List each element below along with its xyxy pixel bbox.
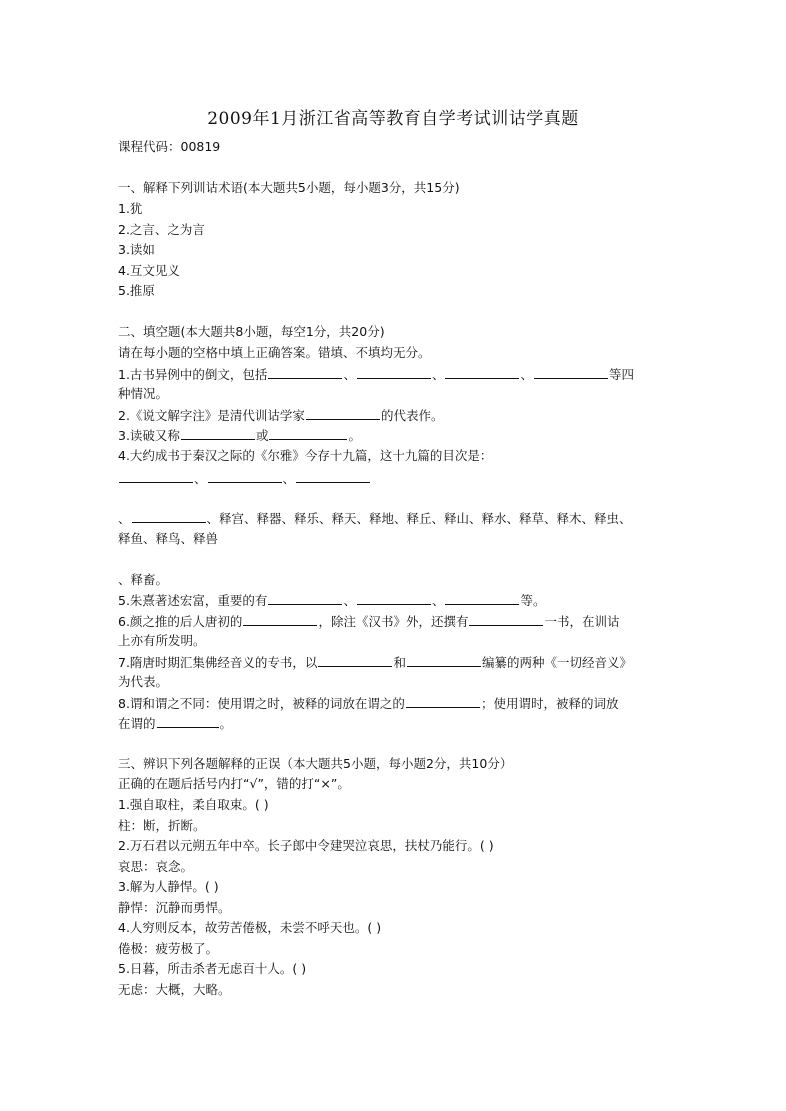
separator: 、: [194, 471, 207, 486]
fill-blank: [119, 470, 193, 483]
fill-blank: [318, 654, 392, 667]
fill-blank: [208, 470, 282, 483]
question-text: 7.隋唐时期汇集佛经音义的专书，以: [118, 655, 318, 670]
separator: 、: [343, 367, 356, 382]
fill-blank: [268, 592, 342, 605]
fill-blank: [269, 427, 347, 440]
question-text: 6.颜之推的后人唐初的: [118, 614, 243, 629]
separator: 、: [282, 471, 296, 486]
separator: 、: [520, 367, 533, 382]
course-code: 课程代码：00819: [118, 139, 221, 154]
question-text: 的代表作。: [380, 408, 444, 423]
section1-item: 3.读如: [118, 242, 155, 257]
section3-heading: 三、辨识下列各题解释的正误（本大题共5小题，每小题2分，共10分）: [118, 756, 513, 771]
question-text: 1.古书异例中的倒文，包括: [118, 367, 268, 382]
section3-instruction: 正确的在题后括号内打“√”，错的打“×”。: [118, 776, 350, 791]
judgement-gloss: 无虑：大概，大略。: [118, 982, 231, 997]
fill-blank: [357, 366, 431, 379]
question-8-cont: [118, 715, 232, 732]
section2-heading: 二、填空题(本大题共8小题，每空1分，共20分): [118, 324, 385, 339]
question-4-blanks: [118, 470, 371, 487]
question-text: 在谓的: [118, 716, 156, 731]
fill-blank: [406, 695, 480, 708]
question-4-list: [118, 510, 632, 527]
judgement-gloss: 哀思：哀念。: [118, 859, 194, 874]
judgement-gloss: 静悍：沉静而勇悍。: [118, 900, 231, 915]
question-4-list-cont: 释鱼、释鸟、释兽: [118, 531, 219, 546]
separator: 、: [343, 593, 356, 608]
judgement-gloss: 倦极：疲劳极了。: [118, 941, 219, 956]
document-title: 2009年1月浙江省高等教育自学考试训诂学真题: [207, 109, 579, 129]
question-text: 8.谓和谓之不同：使用谓之时，被释的词放在谓之的: [118, 696, 405, 711]
fill-blank: [445, 592, 519, 605]
question-7-cont: 为代表。: [118, 674, 169, 689]
question-text: 。: [219, 716, 233, 731]
question-text: 3.读破又称: [118, 428, 180, 443]
question-text: 、释宫、释器、释乐、释天、释地、释丘、释山、释水、释草、释木、释虫、: [206, 511, 632, 526]
fill-blank: [534, 366, 608, 379]
question-text: 和: [393, 655, 406, 670]
fill-blank: [306, 407, 380, 420]
section2-instruction: 请在每小题的空格中填上正确答案。错填、不填均无分。: [118, 345, 431, 360]
judgement-question: 2.万石君以元朔五年中卒。长子郎中令建哭泣哀思，扶杖乃能行。( ): [118, 838, 494, 853]
question-text: 5.朱熹著述宏富，重要的有: [118, 593, 268, 608]
fill-blank: [357, 592, 431, 605]
separator: 、: [431, 593, 445, 608]
fill-blank: [243, 613, 317, 626]
question-1-cont: 种情况。: [118, 386, 169, 401]
judgement-question: 4.人穷则反本，故劳苦倦极，未尝不呼天也。( ): [118, 920, 382, 935]
question-3: [118, 427, 361, 444]
question-text: ，除注《汉书》外，还撰有: [318, 614, 469, 629]
question-5: [118, 592, 545, 609]
section1-item: 2.之言、之为言: [118, 222, 205, 237]
section1-item: 5.推原: [118, 283, 155, 298]
question-6-cont: 上亦有所发明。: [118, 633, 206, 648]
fill-blank: [157, 715, 219, 728]
question-4-list-end: 、释畜。: [118, 572, 169, 587]
fill-blank: [132, 510, 206, 523]
question-text: 等四: [608, 367, 634, 382]
separator: 、: [431, 367, 445, 382]
question-1: [118, 366, 634, 383]
question-text: ；使用谓时，被释的词放: [480, 696, 619, 711]
separator: 、: [118, 511, 131, 526]
judgement-question: 3.解为人静悍。( ): [118, 879, 219, 894]
question-4: 4.大约成书于秦汉之际的《尔雅》今存十九篇，这十九篇的目次是：: [118, 448, 493, 463]
judgement-question: 5.日暮，所击杀者无虑百十人。( ): [118, 961, 307, 976]
question-text: 等。: [520, 593, 546, 608]
fill-blank: [407, 654, 481, 667]
fill-blank: [268, 366, 342, 379]
question-text: 或: [255, 428, 269, 443]
fill-blank: [296, 470, 370, 483]
question-text: 编纂的两种《一切经音义》: [481, 655, 632, 670]
question-text: 一书，在训诂: [544, 614, 620, 629]
fill-blank: [181, 427, 255, 440]
question-text: 2.《说文解字注》是清代训诂学家: [118, 408, 305, 423]
judgement-question: 1.强自取柱，柔自取束。( ): [118, 797, 269, 812]
question-8: [118, 695, 618, 712]
question-text: 。: [348, 428, 361, 443]
section1-item: 4.互文见义: [118, 263, 180, 278]
fill-blank: [469, 613, 543, 626]
question-6: [118, 613, 619, 630]
section1-heading: 一、解释下列训诂术语(本大题共5小题，每小题3分，共15分): [118, 180, 460, 195]
question-2: [118, 407, 443, 424]
fill-blank: [445, 366, 519, 379]
question-7: [118, 654, 632, 671]
judgement-gloss: 柱：断，折断。: [118, 818, 206, 833]
section1-item: 1.犹: [118, 201, 143, 216]
